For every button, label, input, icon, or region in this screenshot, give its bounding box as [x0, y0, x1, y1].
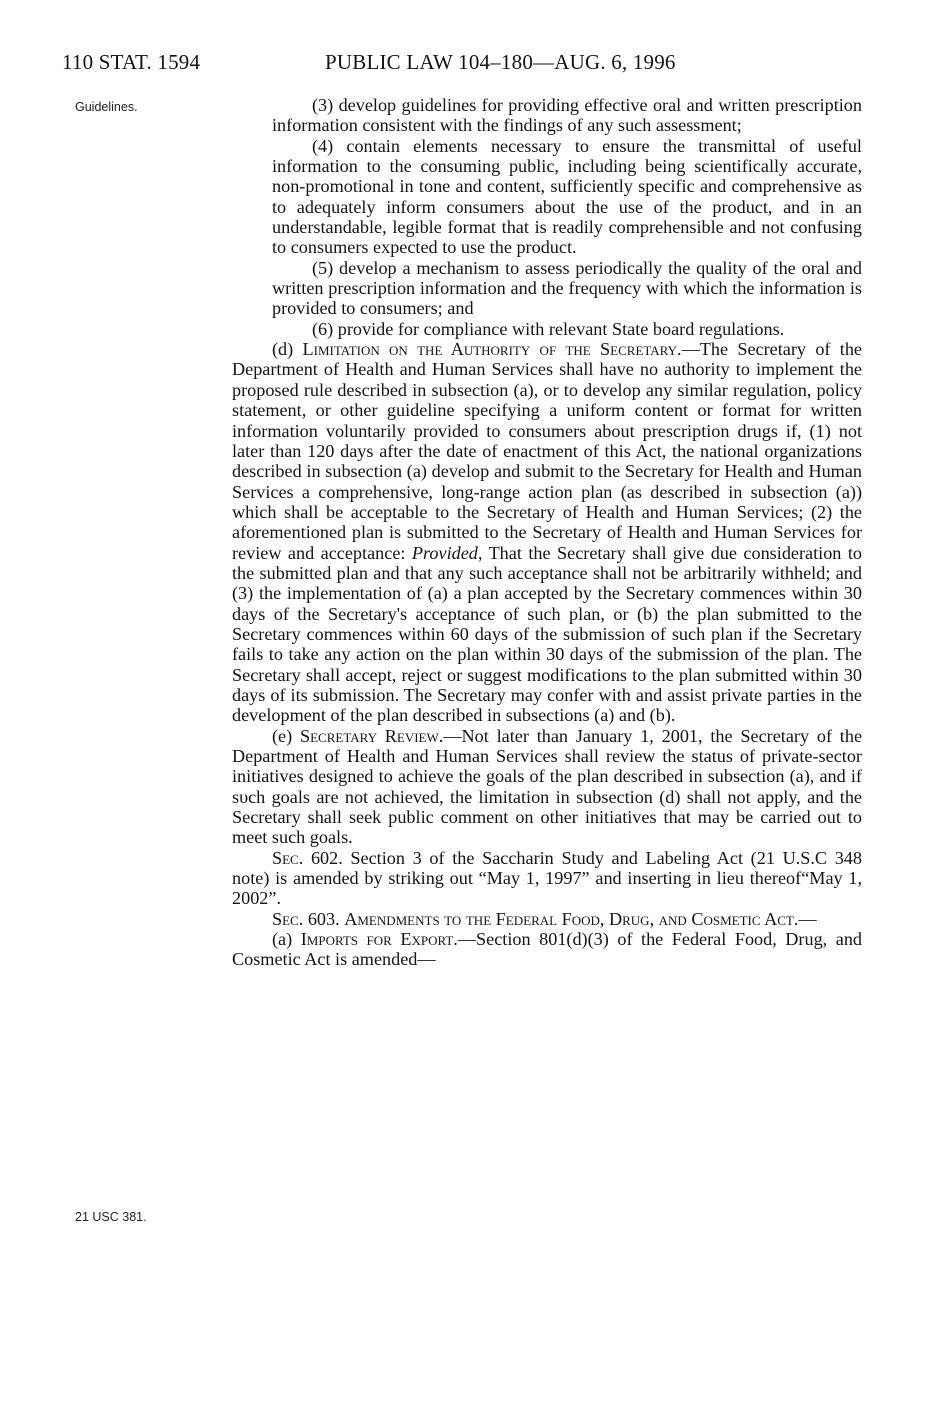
margin-note-guidelines: Guidelines. — [75, 100, 138, 114]
subsection-d-provided: Provided, — [411, 542, 483, 563]
subsection-a-heading: Imports for Export. — [300, 929, 458, 950]
paragraph-item-3: (3) develop guidelines for providing effective oral and written prescription information consistent with the findings of any such assessment; — [272, 95, 862, 136]
subsection-e-text: —Not later than January 1, 2001, the Secretary of the Department of Health and Human Services shall review the status of private-sector initiatives designed to achieve the goals of the plan described in subsection (a), and if sυch goals are not achieved, the limitation in subsection (d) shall not apply, and the Secretary shall seek public comment on other initiatives that may be carried out to meet such goals. — [232, 725, 863, 848]
subsection-d-label: (d) — [272, 339, 303, 360]
subsection-d-text-1: —The Secretary of the Department of Health and Human Services shall have no authority to implement the proposed rule described in subsection (a), or to develop any similar regulation, policy statement, or other guideline specifying a uniform content or format for written information voluntarily provided to consumers about prescription drugs if, (1) not later than 120 days after the date of enactment of this Act, the national organizations described in subsection (a) develop and submit to the Secretary for Health and Human Services a comprehensive, long-range action plan (as described in subsection (a)) which shall be acceptable to the Secretary of Health and Human Services; (2) the aforementioned plan is submitted to the Secretary of Health and Human Services for review and acceptance: — [232, 339, 862, 563]
section-603 — [232, 909, 862, 929]
law-and-date: PUBLIC LAW 104–180—AUG. 6, 1996 — [325, 50, 676, 74]
section-603-dash: — — [798, 908, 817, 929]
section-602-text: 602. Section 3 of the Saccharin Study and Labeling Act (21 U.S.C 348 note) is amended by striking out “May 1, 1997” and inserting in lieu thereof“May 1, 2002”. — [232, 847, 862, 909]
section-603-label: Sec. — [272, 908, 304, 929]
subsection-e-heading: Secretary Review. — [300, 725, 444, 746]
subsection-e — [232, 726, 862, 848]
page-number: 110 STAT. 1594 — [62, 50, 201, 74]
body-text — [232, 95, 862, 970]
subsection-d — [232, 339, 862, 726]
paragraph-item-6: (6) provide for compliance with relevant State board regulations. — [312, 318, 785, 339]
section-603-heading: Amendments to the Federal Food, Drug, and Cosmetic Act. — [344, 908, 799, 929]
paragraph-item-5: (5) develop a mechanism to assess periodically the quality of the oral and written prescription information and the frequency with which the information is provided to consumers; and — [272, 257, 862, 319]
subsection-d-text-2: That the Secretary shall give due consideration to the submitted plan and that any such acceptance shall not be arbitrarily withheld; and (3) the implementation of (a) a plan accepted by the Secretary commences within 30 days of the Secretary's acceptance of such plan, or (b) the plan submitted to the Secretary commences within 60 days of the submission of such plan if the Secretary fails to take any action on the plan within 30 days of the submission of the plan. The Secretary shall accept, reject or suggest modifications to the plan submitted within 30 days of its submission. The Secretary may confer with and assist private parties in the development of the plan described in subsections (a) and (b). — [232, 542, 863, 726]
subsection-a-text: —Section 801(d)(3) of the Federal Food, Drug, and Cosmetic Act is amended— — [232, 929, 863, 970]
paragraph-item-4: (4) contain elements necessary to ensure the transmittal of useful information to the consuming public, including being scientifically accurate, non-promotional in tone and content, sufficiently specific and comprehensive as to adequately inform consumers about the use of the product, and in an understandable, legible format that is readily comprehensible and not confusing to consumers expected to use the product. — [272, 135, 862, 258]
subsection-a — [232, 929, 862, 970]
margin-note-usc-cite: 21 USC 381. — [75, 1210, 147, 1224]
section-602 — [232, 848, 862, 909]
section-603-number: 603. — [303, 908, 345, 929]
section-602-label: Sec. — [272, 847, 304, 868]
subsection-d-heading: Limitation on the Authority of the Secretary. — [302, 339, 682, 360]
subsection-e-label: (e) — [272, 725, 300, 746]
subsection-a-label: (a) — [272, 929, 301, 950]
